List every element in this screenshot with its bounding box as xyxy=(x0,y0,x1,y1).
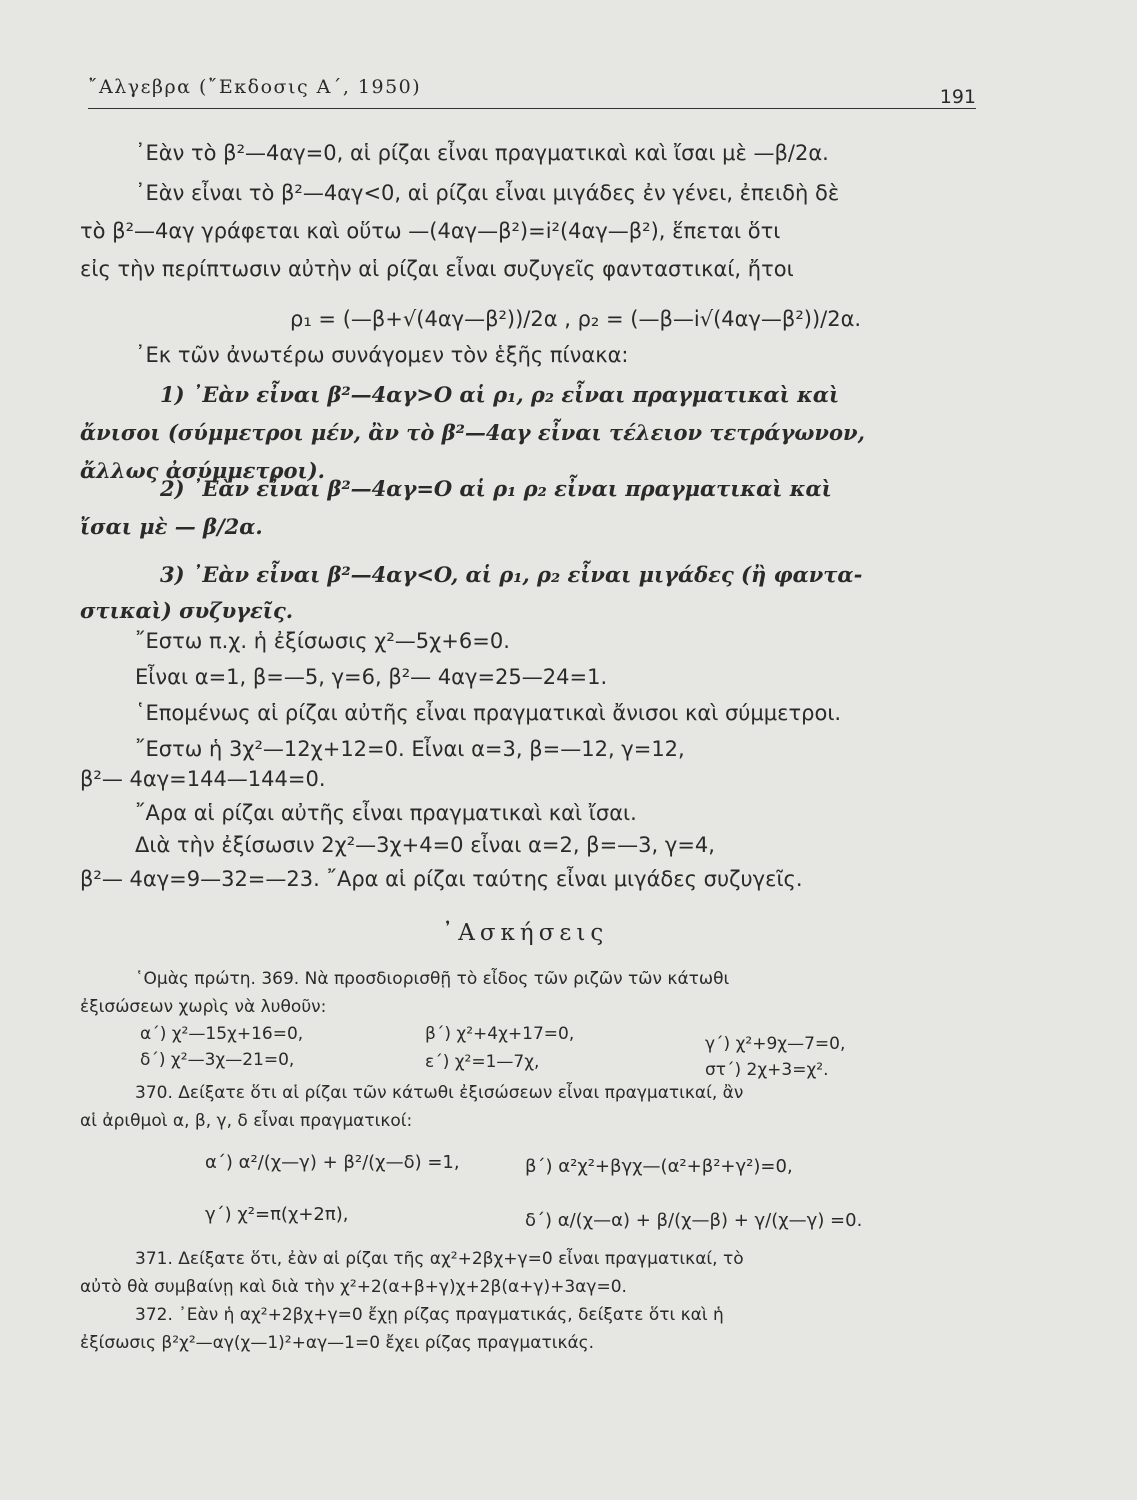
example-line: Διὰ τὴν ἐξίσωσιν 2χ²—3χ+4=0 εἶναι α=2, β=—3, γ=4, xyxy=(135,833,715,857)
example-line: ῎Εστω ἡ 3χ²—12χ+12=0. Εἶναι α=3, β=—12, γ=12, xyxy=(135,737,685,761)
case-1-cont: ἄνισοι (σύμμετροι μέν, ἂν τὸ β²—4αγ εἶναι τέλειον τετράγωνον, xyxy=(80,420,865,445)
example-line: β²— 4αγ=144—144=0. xyxy=(80,767,326,791)
case-2: 2) ᾽Εὰν εἶναι β²—4αγ=O αἱ ρ₁ ρ₂ εἶναι πραγματικαὶ καὶ xyxy=(160,476,832,501)
exercise-369: ῾Ομὰς πρώτη. 369. Νὰ προσδιορισθῇ τὸ εἶδος τῶν ριζῶν τῶν κάτωθι xyxy=(135,969,730,989)
exercise-369-cont: ἐξισώσεων χωρὶς νὰ λυθοῦν: xyxy=(80,997,327,1017)
example-line: β²— 4αγ=9—32=—23. ῎Αρα αἱ ρίζαι ταύτης εἶναι μιγάδες συζυγεῖς. xyxy=(80,867,803,891)
text-line: εἰς τὴν περίπτωσιν αὐτὴν αἱ ρίζαι εἶναι συζυγεῖς φανταστικαί, ἤτοι xyxy=(80,257,794,281)
eq-370-g: γ΄) χ²=π(χ+2π), xyxy=(205,1204,349,1225)
exercises-heading: ᾽Ασκήσεις xyxy=(441,920,609,946)
eq-e: ε΄) χ²=1—7χ, xyxy=(425,1052,540,1072)
exercise-370: 370. Δείξατε ὅτι αἱ ρίζαι τῶν κάτωθι ἐξισώσεων εἶναι πραγματικαί, ἂν xyxy=(135,1083,744,1103)
text-line: ᾽Εὰν εἶναι τὸ β²—4αγ<0, αἱ ρίζαι εἶναι μιγάδες ἐν γένει, ἐπειδὴ δὲ xyxy=(135,181,840,205)
text-line: ᾽Εὰν τὸ β²—4αγ=0, αἱ ρίζαι εἶναι πραγματικαὶ καὶ ἴσαι μὲ —β/2α. xyxy=(135,141,829,165)
page-number: 191 xyxy=(939,86,976,108)
eq-370-b: β΄) α²χ²+βγχ—(α²+β²+γ²)=0, xyxy=(525,1156,793,1177)
text-line: τὸ β²—4αγ γράφεται καὶ οὕτω —(4αγ—β²)=i²(4αγ—β²), ἕπεται ὅτι xyxy=(80,219,781,243)
eq-370-d: δ΄) α/(χ—α) + β/(χ—β) + γ/(χ—γ) =0. xyxy=(525,1210,863,1231)
exercise-371-cont: αὐτὸ θὰ συμβαίνῃ καὶ διὰ τὴν χ²+2(α+β+γ)χ+2β(α+γ)+3αγ=0. xyxy=(80,1277,627,1297)
eq-a: α΄) χ²—15χ+16=0, xyxy=(140,1024,304,1044)
case-1-cont: ἄλλως ἀσύμμετροι). xyxy=(80,458,325,483)
example-line: Εἶναι α=1, β=—5, γ=6, β²— 4αγ=25—24=1. xyxy=(135,665,608,689)
case-3-cont: στικαὶ) συζυγεῖς. xyxy=(80,598,294,623)
example-line: ῎Αρα αἱ ρίζαι αὐτῆς εἶναι πραγματικαὶ καὶ ἴσαι. xyxy=(135,801,637,825)
exercise-372: 372. ᾽Εὰν ἡ αχ²+2βχ+γ=0 ἔχῃ ρίζας πραγματικάς, δείξατε ὅτι καὶ ἡ xyxy=(135,1305,724,1325)
eq-d: δ΄) χ²—3χ—21=0, xyxy=(140,1050,295,1070)
case-3: 3) ᾽Εὰν εἶναι β²—4αγ<O, αἱ ρ₁, ρ₂ εἶναι μιγάδες (ἢ φαντα- xyxy=(160,562,863,587)
text-line: ᾽Εκ τῶν ἀνωτέρω συνάγομεν τὸν ἑξῆς πίνακα: xyxy=(135,343,629,367)
exercise-371: 371. Δείξατε ὅτι, ἐὰν αἱ ρίζαι τῆς αχ²+2βχ+γ=0 εἶναι πραγματικαί, τὸ xyxy=(135,1249,744,1269)
running-title: ῎Αλγεβρα (῎Εκδοσις Α΄, 1950) xyxy=(88,76,422,98)
example-line: ῎Εστω π.χ. ἡ ἐξίσωσις χ²—5χ+6=0. xyxy=(135,629,510,653)
case-1: 1) ᾽Εὰν εἶναι β²—4αγ>O αἱ ρ₁, ρ₂ εἶναι πραγματικαὶ καὶ xyxy=(160,382,840,407)
eq-370-a: α΄) α²/(χ—γ) + β²/(χ—δ) =1, xyxy=(205,1152,460,1173)
exercise-370-cont: αἱ ἀριθμοὶ α, β, γ, δ εἶναι πραγματικοί: xyxy=(80,1111,413,1131)
page-header xyxy=(88,72,976,109)
exercise-372-cont: ἐξίσωσις β²χ²—αγ(χ—1)²+αγ—1=0 ἔχει ρίζας πραγματικάς. xyxy=(80,1333,595,1353)
root-formula: ρ₁ = (—β+√(4αγ—β²))/2α , ρ₂ = (—β—i√(4αγ—β²))/2α. xyxy=(290,307,862,331)
eq-g: γ΄) χ²+9χ—7=0, xyxy=(705,1034,846,1054)
eq-st: στ΄) 2χ+3=χ². xyxy=(705,1060,829,1080)
example-line: ῾Επομένως αἱ ρίζαι αὐτῆς εἶναι πραγματικαὶ ἄνισοι καὶ σύμμετροι. xyxy=(135,701,842,725)
eq-b: β΄) χ²+4χ+17=0, xyxy=(425,1024,575,1044)
case-2-cont: ἴσαι μὲ — β/2α. xyxy=(80,514,263,539)
